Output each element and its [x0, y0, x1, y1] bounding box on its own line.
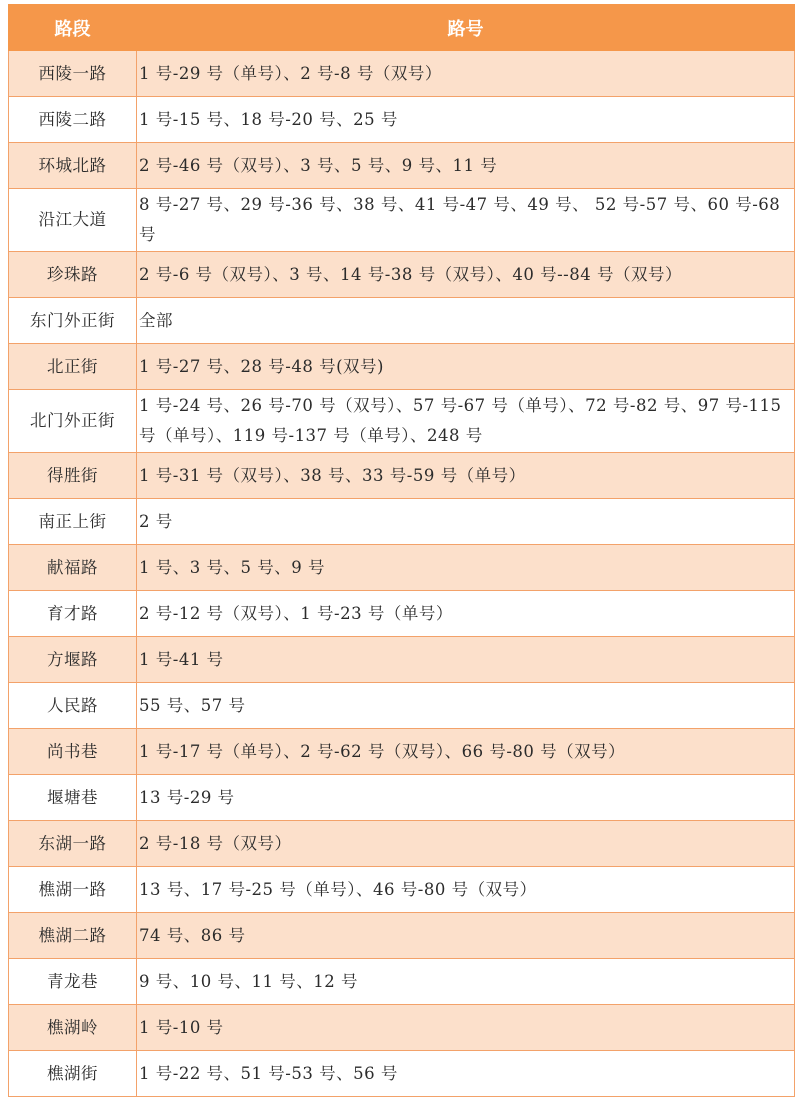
road-numbers-cell: 1 号-17 号（单号）、2 号-62 号（双号）、66 号-80 号（双号）	[137, 729, 795, 775]
table-row	[9, 683, 795, 729]
table-row	[9, 344, 795, 390]
road-numbers-cell: 2 号-12 号（双号）、1 号-23 号（单号）	[137, 591, 795, 637]
road-numbers-cell: 1 号、3 号、5 号、9 号	[137, 545, 795, 591]
road-section-cell: 得胜街	[9, 453, 137, 499]
road-numbers-cell: 1 号-15 号、18 号-20 号、25 号	[137, 97, 795, 143]
road-section-cell: 堰塘巷	[9, 775, 137, 821]
table-row	[9, 867, 795, 913]
road-section-cell: 沿江大道	[9, 189, 137, 252]
road-numbers-cell: 8 号-27 号、29 号-36 号、38 号、41 号-47 号、49 号、 52 号-57 号、60 号-68 号	[137, 189, 795, 252]
road-section-cell: 珍珠路	[9, 252, 137, 298]
table-row	[9, 499, 795, 545]
table-row	[9, 51, 795, 97]
road-section-cell: 北正街	[9, 344, 137, 390]
road-section-cell: 樵湖岭	[9, 1005, 137, 1051]
road-numbers-cell: 2 号-46 号（双号）、3 号、5 号、9 号、11 号	[137, 143, 795, 189]
table-row	[9, 729, 795, 775]
road-section-cell: 青龙巷	[9, 959, 137, 1005]
road-section-cell: 尚书巷	[9, 729, 137, 775]
table-row	[9, 189, 795, 252]
road-numbers-cell: 1 号-27 号、28 号-48 号(双号)	[137, 344, 795, 390]
table-body	[9, 51, 795, 1097]
road-numbers-cell: 1 号-29 号（单号）、2 号-8 号（双号）	[137, 51, 795, 97]
table-row	[9, 545, 795, 591]
road-numbers-cell: 13 号、17 号-25 号（单号）、46 号-80 号（双号）	[137, 867, 795, 913]
table-row	[9, 453, 795, 499]
road-numbers-cell: 1 号-22 号、51 号-53 号、56 号	[137, 1051, 795, 1097]
road-section-cell: 樵湖二路	[9, 913, 137, 959]
table-row	[9, 252, 795, 298]
road-section-cell: 献福路	[9, 545, 137, 591]
road-section-cell: 南正上街	[9, 499, 137, 545]
road-numbers-cell: 1 号-24 号、26 号-70 号（双号）、57 号-67 号（单号）、72 号-82 号、97 号-115 号（单号）、119 号-137 号（单号）、248 号	[137, 390, 795, 453]
road-section-cell: 樵湖一路	[9, 867, 137, 913]
road-numbers-cell: 全部	[137, 298, 795, 344]
road-numbers-cell: 1 号-41 号	[137, 637, 795, 683]
road-section-cell: 东门外正街	[9, 298, 137, 344]
road-numbers-cell: 9 号、10 号、11 号、12 号	[137, 959, 795, 1005]
road-section-cell: 育才路	[9, 591, 137, 637]
table-row	[9, 959, 795, 1005]
table-row	[9, 775, 795, 821]
road-numbers-cell: 1 号-31 号（双号）、38 号、33 号-59 号（单号）	[137, 453, 795, 499]
road-section-cell: 东湖一路	[9, 821, 137, 867]
table-header-row	[9, 5, 795, 51]
road-numbers-cell: 2 号-6 号（双号）、3 号、14 号-38 号（双号）、40 号--84 号（双号）	[137, 252, 795, 298]
road-section-cell: 方堰路	[9, 637, 137, 683]
table-row	[9, 913, 795, 959]
header-road-section: 路段	[9, 5, 137, 51]
road-numbers-cell: 2 号-18 号（双号）	[137, 821, 795, 867]
road-numbers-cell: 13 号-29 号	[137, 775, 795, 821]
road-section-cell: 环城北路	[9, 143, 137, 189]
table-row	[9, 97, 795, 143]
table-row	[9, 821, 795, 867]
table-row	[9, 1051, 795, 1097]
road-numbers-cell: 74 号、86 号	[137, 913, 795, 959]
road-section-cell: 人民路	[9, 683, 137, 729]
header-road-numbers: 路号	[137, 5, 795, 51]
road-section-cell: 樵湖街	[9, 1051, 137, 1097]
road-number-table-container	[8, 4, 794, 1097]
road-numbers-cell: 2 号	[137, 499, 795, 545]
table-row	[9, 1005, 795, 1051]
road-number-table	[8, 4, 795, 1097]
table-row	[9, 298, 795, 344]
road-section-cell: 北门外正街	[9, 390, 137, 453]
road-numbers-cell: 55 号、57 号	[137, 683, 795, 729]
table-row	[9, 591, 795, 637]
road-numbers-cell: 1 号-10 号	[137, 1005, 795, 1051]
table-row	[9, 143, 795, 189]
road-section-cell: 西陵一路	[9, 51, 137, 97]
table-row	[9, 390, 795, 453]
road-section-cell: 西陵二路	[9, 97, 137, 143]
table-row	[9, 637, 795, 683]
